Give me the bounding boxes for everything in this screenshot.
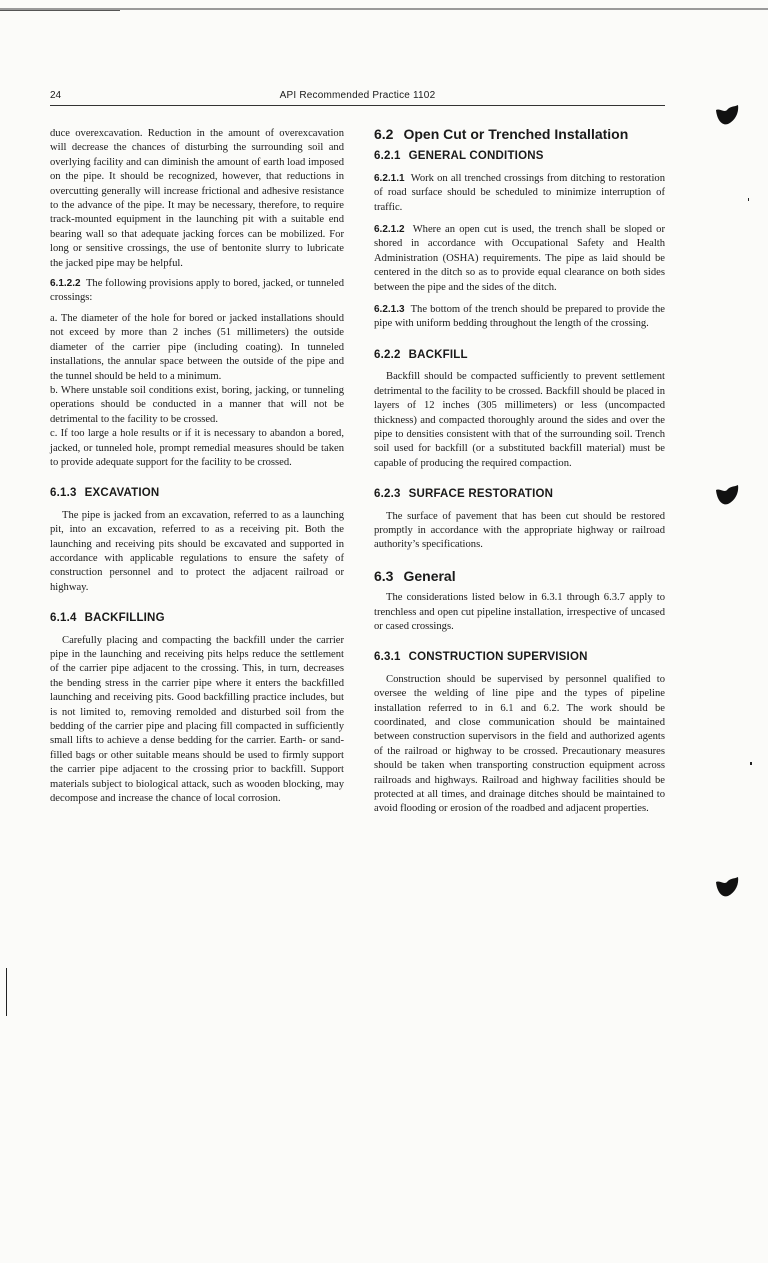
heading-6-1-4 bbox=[50, 611, 344, 625]
heading-6-3 bbox=[374, 569, 665, 583]
left-column bbox=[50, 127, 344, 812]
punch-hole-mark-icon bbox=[714, 876, 742, 900]
heading-title: BACKFILL bbox=[408, 348, 468, 361]
scan-top-rule-short bbox=[0, 10, 120, 11]
heading-number: 6.2.2 bbox=[374, 348, 401, 361]
heading-title: GENERAL CONDITIONS bbox=[408, 150, 544, 163]
section-text: The bottom of the trench should be prepared to provide the pipe with uniform bedding throughout the length of the crossing. bbox=[374, 304, 665, 330]
paragraph-6-2-2: Backfill should be compacted sufficiently to prevent settlement detrimental to the facility to be crossed. Backfill should be placed in layers of 12 inches (305 millimeters) or less (uncompacted thickness) and compacted thoroughly around the sides and over the pipe to densities consistent with that of the surrounding soil. Trench soil used for backfill (or a substituted backfill material) must be capable of producing the required compaction. bbox=[374, 371, 665, 469]
heading-number: 6.2.3 bbox=[374, 488, 401, 501]
section-number: 6.1.2.2 bbox=[50, 278, 81, 290]
heading-6-2-1 bbox=[374, 149, 665, 163]
section-6-2-1-2 bbox=[374, 223, 665, 295]
heading-title: EXCAVATION bbox=[84, 487, 160, 500]
section-number: 6.2.1.2 bbox=[374, 224, 405, 236]
heading-number: 6.3 bbox=[374, 567, 394, 584]
section-text: Where an open cut is used, the trench shall be sloped or shored in accordance with Occupational Safety and Health Administration (OSHA) requirements. The pipe as laid should be centered in the ditch so as to provide equal clearance on both sides between the pipe and the sides of the ditch. bbox=[374, 224, 665, 293]
punch-hole-mark-icon bbox=[714, 484, 742, 508]
heading-title: General bbox=[403, 567, 456, 584]
section-6-2-1-1 bbox=[374, 172, 665, 215]
list-item-c: c. If too large a hole results or if it is necessary to abandon a bored, jacked, or tunneled hole, prompt remedial measures should be taken to provide adequate support for the facility to be crossed. bbox=[50, 428, 344, 468]
paragraph-6-2-3: The surface of pavement that has been cut should be restored promptly in accordance with the appropriate highway or railroad authority’s specifications. bbox=[374, 510, 665, 551]
heading-6-2-2 bbox=[374, 348, 665, 362]
heading-number: 6.2.1 bbox=[374, 150, 401, 163]
heading-title: SURFACE RESTORATION bbox=[408, 488, 554, 501]
heading-6-3-1 bbox=[374, 650, 665, 664]
scan-speck bbox=[750, 762, 752, 765]
section-number: 6.2.1.3 bbox=[374, 304, 405, 316]
section-text: The following provisions apply to bored, jacked, or tunneled crossings: bbox=[50, 278, 344, 304]
page-header bbox=[50, 89, 665, 106]
heading-number: 6.3.1 bbox=[374, 651, 401, 664]
heading-number: 6.1.4 bbox=[50, 612, 77, 625]
list-item-a: a. The diameter of the hole for bored or jacked installations should not exceed by more than 2 inches (51 millimeters) the outside diameter of the carrier pipe (including coating). In tunneled installations, the annular space between the outside of the pipe and the tunnel should be held to a minimum. bbox=[50, 312, 344, 382]
paragraph-6-3-1: Construction should be supervised by personnel qualified to oversee the welding of line pipe and the types of pipeline installation referred to in 6.1 and 6.2. The work should be coordinated, and close communication should be maintained between construction supervisors in the field and authorized agents of the railroad or highway to be crossed. Precautionary measures should be taken when transporting construction equipment across railroads and highways. Railroad and highway facilities should be protected at all times, and drainage ditches should be maintained to avoid flooding or erosion of the roadbed and adjacent properties. bbox=[374, 673, 665, 815]
heading-6-2-3 bbox=[374, 487, 665, 501]
heading-number: 6.2 bbox=[374, 126, 394, 142]
paragraph-6-1-3: The pipe is jacked from an excavation, referred to as a launching pit, into an excavation, referred to as a receiving pit. Both the launching and receiving pits should be excavated and supported in accordance with applicable regulations to ensure the safety of construction personnel and to protect the adjacent railroad or highway. bbox=[50, 509, 344, 593]
scan-speck bbox=[748, 198, 749, 201]
page-number: 24 bbox=[50, 90, 62, 101]
heading-title: Open Cut or Trenched Installation bbox=[403, 126, 629, 142]
section-number: 6.2.1.1 bbox=[374, 172, 405, 184]
paragraph-6-1-4: Carefully placing and compacting the backfill under the carrier pipe in the launching and receiving pits helps reduce the settlement of the carrier pipe adjacent to the crossing. This, in turn, decreases the bending stress in the carrier pipe where it enters the backfilled launching and receiving pits. Good backfilling practice includes, but is not limited to, removing remolded and disturbed soil from the bedding of the carrier pipe and placing fill compacted in sufficiently small lifts to achieve a dense bedding for the carrier. Earth- or sand-filled bags or other suitable means should be used to firmly support the carrier pipe adjacent to the crossing prior to backfill. Support materials subject to biological attack, such as wooden blocking, may decompose and increase the chance of local corrosion. bbox=[50, 634, 344, 805]
list-item-b: b. Where unstable soil conditions exist, boring, jacking, or tunneling operations should be conducted in a manner that will not be detrimental to the facility to be crossed. bbox=[50, 384, 344, 425]
section-6-1-2-2 bbox=[50, 277, 344, 306]
heading-title: CONSTRUCTION SUPERVISION bbox=[408, 651, 588, 664]
continued-paragraph: duce overexcavation. Reduction in the amount of overexcavation will decrease the chances of disturbing the surrounding soil and overlying facility and can diminish the amount of earth load imposed on the pipe. It should be recognized, however, that reductions in overcutting generally will increase frictional and adhesive resistance to the advance of the pipe. It may be necessary, therefore, to require track-mounted equipment in the launching pit with a suitable end bearing wall so that adequate jacking forces can be mobilized. For long or sensitive crossings, the use of bentonite slurry to lubricate the jacked pipe may be helpful. bbox=[50, 128, 344, 269]
scan-edge-mark bbox=[6, 968, 7, 1016]
right-column bbox=[374, 127, 665, 823]
heading-title: BACKFILLING bbox=[84, 612, 165, 625]
section-text: Work on all trenched crossings from ditching to restoration of road surface should be scheduled to minimize interruption of traffic. bbox=[374, 172, 665, 213]
section-6-2-1-3 bbox=[374, 303, 665, 332]
heading-6-2 bbox=[374, 127, 665, 141]
running-title: API Recommended Practice 1102 bbox=[279, 90, 436, 101]
heading-number: 6.1.3 bbox=[50, 487, 77, 500]
paragraph-6-3: The considerations listed below in 6.3.1 through 6.3.7 apply to trenchless and open cut pipeline installation, irrespective of uncased or cased crossings. bbox=[374, 592, 665, 632]
heading-6-1-3 bbox=[50, 486, 344, 500]
punch-hole-mark-icon bbox=[714, 104, 742, 128]
